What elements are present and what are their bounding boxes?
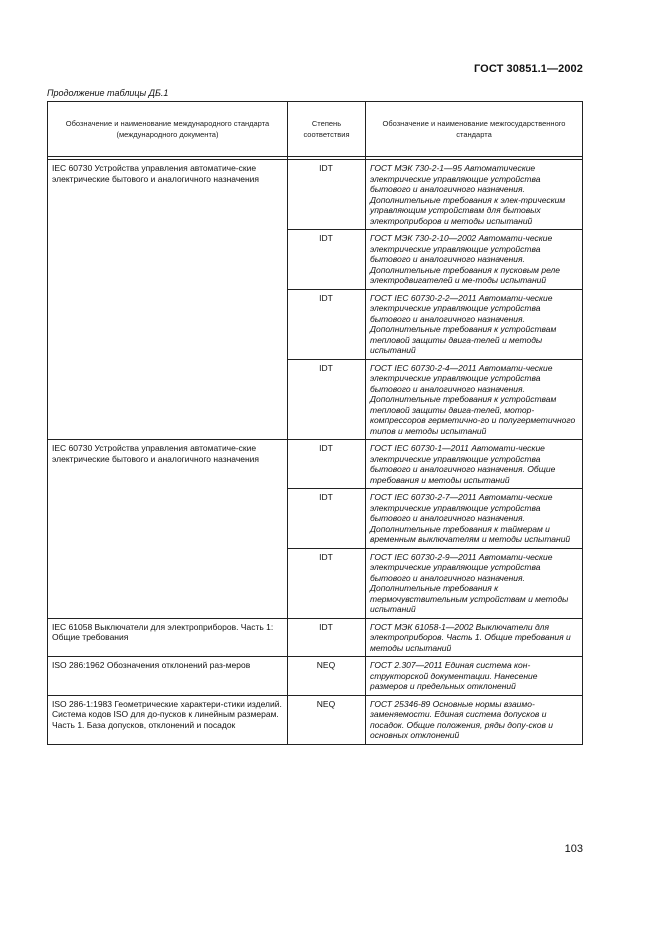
gost-cell: ГОСТ МЭК 730-2-10—2002 Автомати-ческие электрические управляющие устройства бытового и аналогичного назначения. Дополнительные требования к пусковым реле электродвигателей и ме-тоды испытаний bbox=[366, 230, 583, 290]
degree-cell: IDT bbox=[288, 230, 366, 290]
degree-cell: IDT bbox=[288, 359, 366, 440]
document-code: ГОСТ 30851.1—2002 bbox=[473, 63, 583, 75]
intl-standard-cell: ISO 286:1962 Обозначения отклонений раз-меров bbox=[48, 657, 288, 696]
degree-cell: IDT bbox=[288, 160, 366, 230]
degree-cell: NEQ bbox=[288, 695, 366, 744]
table-row bbox=[48, 695, 583, 744]
intl-standard-cell: IEC 61058 Выключатели для электроприборов. Часть 1: Общие требования bbox=[48, 618, 288, 657]
standards-table bbox=[47, 101, 583, 745]
column-header-interstate: Обозначение и наименование межгосударственного стандарта bbox=[366, 102, 583, 157]
table-caption: Продолжение таблицы ДБ.1 bbox=[47, 88, 169, 98]
gost-cell: ГОСТ IEC 60730-1—2011 Автомати-ческие электрические управляющие устройства бытового и аналогичного назначения. Общие требования и методы испытаний bbox=[366, 440, 583, 489]
gost-cell: ГОСТ IEC 60730-2-7—2011 Автомати-ческие электрические управляющие устройства бытового и аналогичного назначения. Дополнительные требования к таймерам и временным выключателям и методы испытаний bbox=[366, 489, 583, 549]
table-header-row bbox=[48, 102, 583, 157]
gost-cell: ГОСТ IEC 60730-2-2—2011 Автомати-ческие электрические управляющие устройства бытового и аналогичного назначения. Дополнительные требования к устройствам тепловой защиты двига-телей и методы испытаний bbox=[366, 289, 583, 359]
table-row bbox=[48, 160, 583, 230]
intl-standard-cell: IEC 60730 Устройства управления автоматиче-ские электрические бытового и аналогичного назначения bbox=[48, 440, 288, 619]
gost-cell: ГОСТ IEC 60730-2-4—2011 Автомати-ческие электрические управляющие устройства бытового и аналогичного назначения. Дополнительные требования к устройствам тепловой защиты двига-телей, мотор-компрессоров герметично-го и полугерметичного типов и методы испытаний bbox=[366, 359, 583, 440]
gost-cell: ГОСТ IEC 60730-2-9—2011 Автомати-ческие электрические управляющие устройства бытового и аналогичного назначения. Дополнительные требования к термочувствительным устройствам и методы испытаний bbox=[366, 548, 583, 618]
degree-cell: IDT bbox=[288, 489, 366, 549]
column-header-degree: Степень соответствия bbox=[288, 102, 366, 157]
gost-cell: ГОСТ 2.307—2011 Единая система кон-структорской документации. Нанесение размеров и предельных отклонений bbox=[366, 657, 583, 696]
column-header-international: Обозначение и наименование международного стандарта (международного документа) bbox=[48, 102, 288, 157]
gost-cell: ГОСТ 25346-89 Основные нормы взаимо-заменяемости. Единая система допусков и посадок. Общие положения, ряды допу-сков и основных отклонений bbox=[366, 695, 583, 744]
degree-cell: IDT bbox=[288, 618, 366, 657]
gost-cell: ГОСТ МЭК 730-2-1—95 Автоматические электрические управляющие устройства бытового и аналогичного назначения. Дополнительные требования к элек-трическим управляющим устройствам для бытовых электроприборов и методы испытаний bbox=[366, 160, 583, 230]
degree-cell: NEQ bbox=[288, 657, 366, 696]
intl-standard-cell: ISO 286-1:1983 Геометрические характери-стики изделий. Система кодов ISO для до-пусков к линейным размерам. Часть 1. База допусков, отклонений и посадок bbox=[48, 695, 288, 744]
gost-cell: ГОСТ МЭК 61058-1—2002 Выключатели для электроприборов. Часть 1. Общие требования и методы испытаний bbox=[366, 618, 583, 657]
degree-cell: IDT bbox=[288, 289, 366, 359]
degree-cell: IDT bbox=[288, 548, 366, 618]
table-row bbox=[48, 657, 583, 696]
table-row bbox=[48, 618, 583, 657]
table-row bbox=[48, 440, 583, 489]
page-number: 103 bbox=[564, 843, 583, 855]
intl-standard-cell: IEC 60730 Устройства управления автоматиче-ские электрические бытового и аналогичного назначения bbox=[48, 160, 288, 440]
degree-cell: IDT bbox=[288, 440, 366, 489]
